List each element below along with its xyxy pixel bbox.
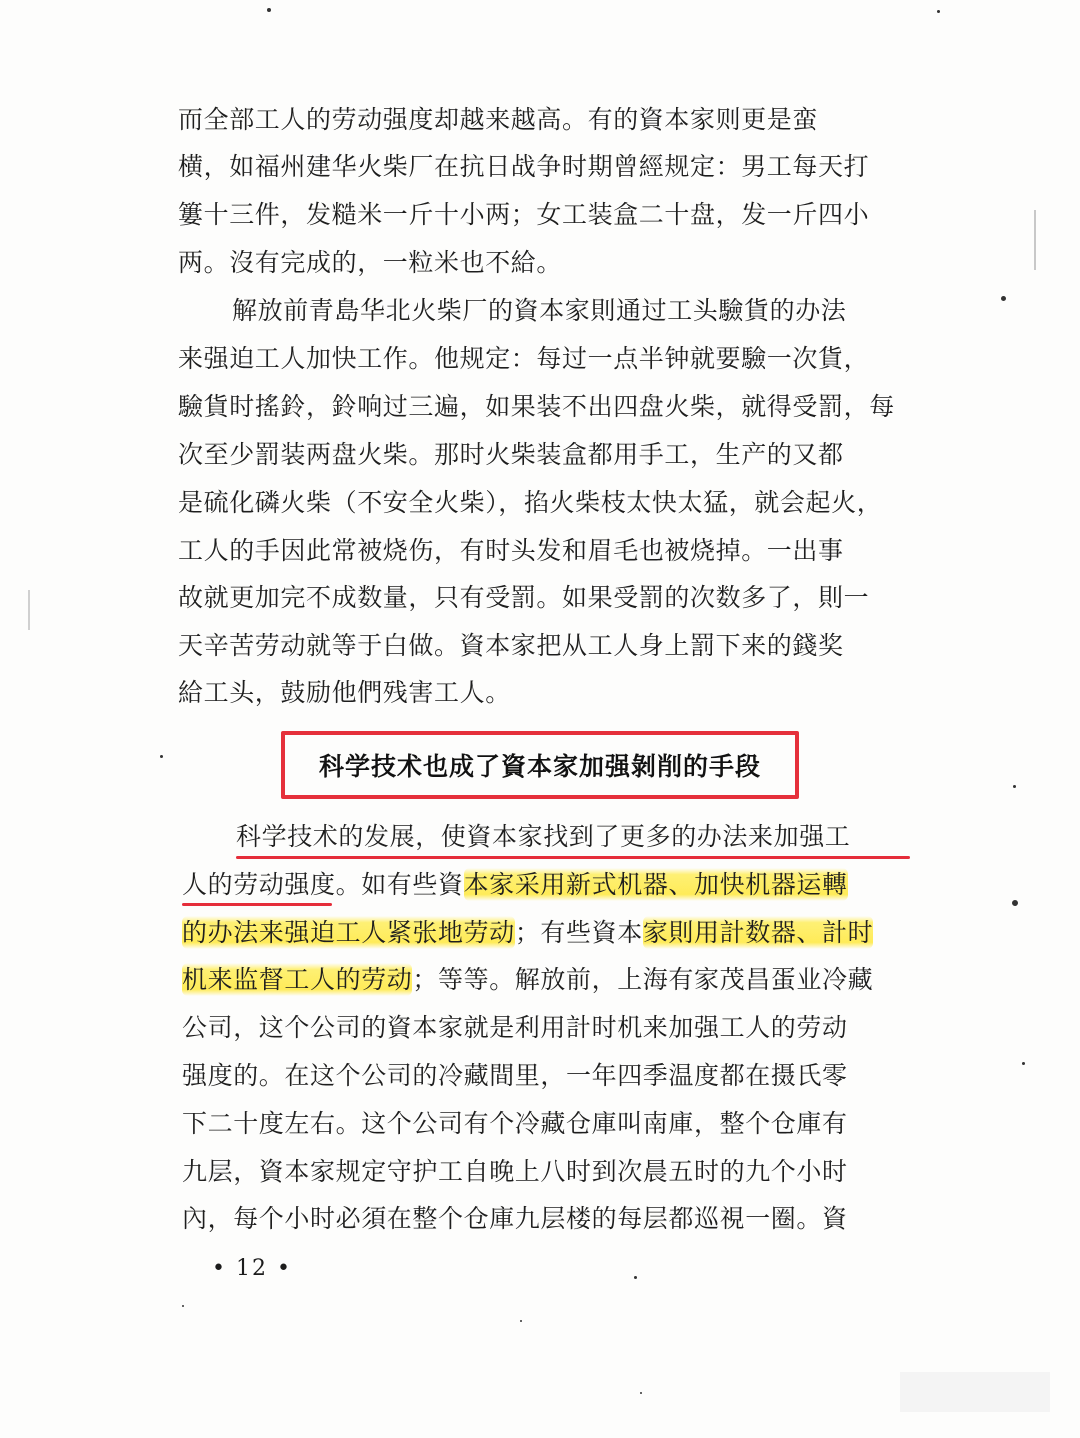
scan-speck: [267, 8, 271, 12]
paragraph-3-line-1: 科学技术的发展，使資本家找到了更多的办法来加强工: [236, 822, 851, 851]
red-underline-1: [236, 856, 910, 859]
paragraph-1-line-1: 而全部工人的劳动强度却越来越高。有的資本家则更是蛮: [178, 105, 819, 134]
paragraph-3-line-8: 九层，資本家规定守护工自晚上八时到次晨五时的九个小时: [182, 1157, 848, 1186]
scan-speck: [520, 1320, 522, 1322]
section-heading: 科学技术也成了資本家加强剝削的手段: [318, 752, 761, 781]
scan-speck: [1012, 900, 1018, 906]
scan-speck: [182, 1305, 184, 1307]
highlighted-phrase-2: 的办法来强迫工人紧张地劳动: [182, 918, 515, 947]
section-heading-box: [281, 731, 799, 799]
highlighted-phrase-3: 家則用計数器、計时: [642, 918, 874, 947]
underlined-phrase: 人的劳动强度: [182, 870, 336, 899]
scan-speck: [937, 10, 940, 13]
text-segment: 。如有些資: [335, 870, 464, 899]
text-segment: ；等等。解放前，上海有家茂昌蛋业冷藏: [412, 965, 874, 994]
red-underline-2: [182, 903, 332, 906]
paragraph-3-line-9: 內，每个小时必須在整个仓庫九层楼的每层都巡視一圈。資: [182, 1204, 848, 1233]
paragraph-2-line-1: 解放前青島华北火柴厂的資本家則通过工头驗貨的办法: [232, 296, 847, 325]
paragraph-1-line-4: 两。沒有完成的，一粒米也不給。: [178, 248, 563, 277]
paragraph-2-line-2: 来强迫工人加快工作。他规定：每过一点半钟就要驗一次貨，: [178, 344, 870, 373]
scan-speck: [634, 1276, 637, 1279]
paragraph-2-line-8: 天辛苦劳动就等于白做。資本家把从工人身上罰下来的錢奖: [178, 631, 844, 660]
paragraph-2-line-3: 驗貨时搖鈴，鈴响过三遍，如果装不出四盘火柴，就得受罰，每: [178, 392, 895, 421]
paragraph-3-line-5: 公司，这个公司的資本家就是利用計时机来加强工人的劳动: [182, 1013, 848, 1042]
highlighted-phrase-4: 机来监督工人的劳动: [182, 965, 413, 994]
paragraph-2-line-7: 故就更加完不成数量，只有受罰。如果受罰的次数多了，則一: [178, 583, 870, 612]
text-segment: ；有些資本: [514, 918, 643, 947]
paragraph-1-line-2: 横，如福州建华火柴厂在抗日战争时期曾經规定：男工每天打: [178, 152, 870, 181]
paragraph-3-line-6: 强度的。在这个公司的冷藏間里，一年四季温度都在摄氏零: [182, 1061, 848, 1090]
scan-speck: [1013, 785, 1016, 788]
scan-speck: [1001, 296, 1006, 301]
paragraph-3-line-7: 下二十度左右。这个公司有个冷藏仓庫叫南庫，整个仓庫有: [182, 1109, 848, 1138]
paragraph-3-line-2: [182, 870, 848, 900]
paragraph-3-line-4: [182, 965, 873, 995]
paragraph-3-line-3: [182, 918, 873, 948]
paragraph-2-line-4: 次至少罰装两盘火柴。那时火柴装盒都用手工，生产的又都: [178, 440, 844, 469]
scan-speck: [1022, 1062, 1025, 1065]
scan-speck: [160, 755, 163, 758]
scan-speck: [640, 1392, 642, 1394]
paragraph-2-line-9: 給工头，鼓励他們残害工人。: [178, 678, 511, 707]
scan-smudge: [900, 1372, 1050, 1412]
paragraph-2-line-6: 工人的手因此常被烧伤，有时头发和眉毛也被烧掉。一出事: [178, 536, 844, 565]
paragraph-1-line-3: 簍十三件，发糙米一斤十小两；女工装盒二十盘，发一斤四小: [178, 200, 870, 229]
scan-edge-mark: [1034, 210, 1036, 270]
paragraph-2-line-5: 是硫化磷火柴（不安全火柴），掐火柴枝太快太猛，就会起火，: [178, 488, 883, 517]
highlighted-phrase-1: 本家采用新式机器、加快机器运轉: [463, 870, 848, 899]
scan-edge-mark: [28, 590, 30, 630]
page-number: • 12 •: [212, 1256, 292, 1281]
